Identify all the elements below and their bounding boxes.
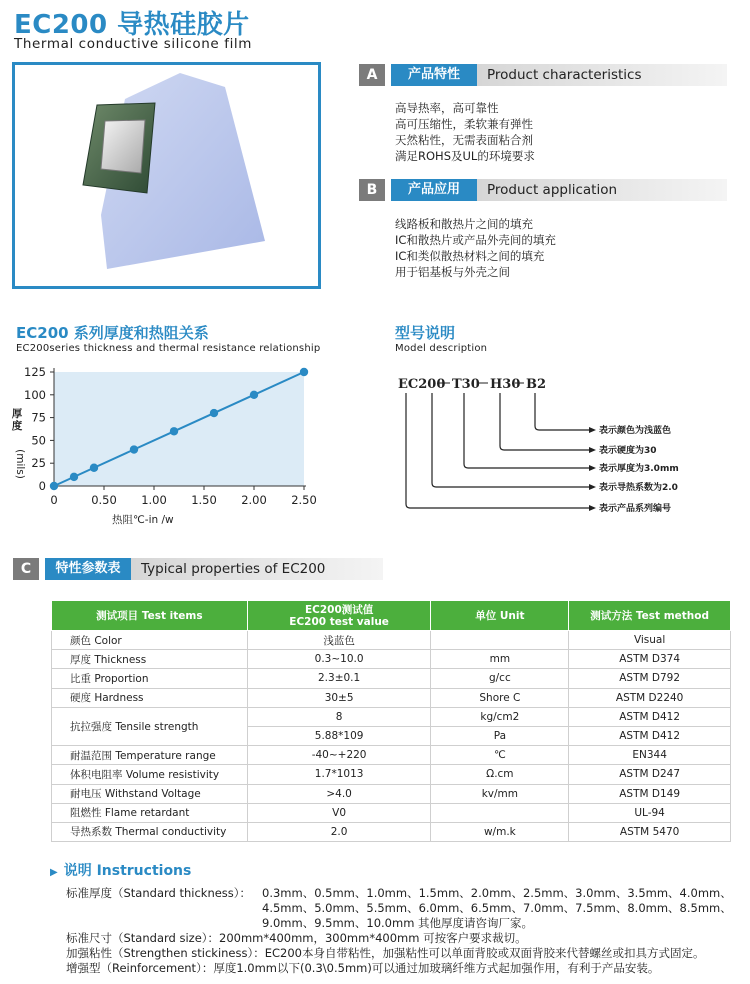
cell-unit: [431, 631, 569, 650]
y-tick-label: 50: [31, 433, 46, 448]
cell-method: ASTM D412: [569, 726, 731, 745]
cell-item: 阻燃性 Flame retardant: [52, 803, 248, 822]
connector-line: [432, 393, 589, 487]
cell-unit: w/m.k: [431, 822, 569, 841]
x-tick-label: 1.50: [191, 493, 217, 507]
header-test-value: [247, 601, 431, 631]
section-a-en-label: Product characteristics: [477, 64, 727, 86]
section-b-letter: B: [359, 179, 385, 201]
cell-unit: Pa: [431, 726, 569, 745]
instr-thickness-label: 标准厚度（Standard thickness）：: [66, 886, 252, 900]
cell-value: 1.7*1013: [247, 765, 431, 784]
cell-method: ASTM D374: [569, 650, 731, 669]
model-section-title: 型号说明: [395, 324, 456, 342]
instr-thickness-line3: 9.0mm、9.5mm、10.0mm 其他厚度请咨询厂家。: [262, 916, 534, 930]
list-item: 天然粘性，无需表面粘合剂: [395, 133, 533, 147]
instructions-title-text: 说明 Instructions: [63, 863, 192, 879]
connector-line: [500, 393, 589, 450]
cell-value: 2.3±0.1: [247, 669, 431, 688]
y-tick-label: 0: [38, 479, 46, 493]
section-c-cn-label: 特性参数表: [45, 558, 131, 580]
cell-item: 厚度 Thickness: [52, 650, 248, 669]
cell-unit: Ω.cm: [431, 765, 569, 784]
table-row: [52, 746, 731, 765]
list-item: 高可压缩性，柔软兼有弹性: [395, 117, 533, 131]
y-tick-label: 125: [24, 365, 46, 379]
list-item: 高导热率，高可靠性: [395, 101, 499, 115]
model-description-diagram: [392, 368, 712, 518]
cell-unit: Shore C: [431, 688, 569, 707]
cell-item: 颜色 Color: [52, 631, 248, 650]
table-row: [52, 669, 731, 688]
list-item: 用于铝基板与外壳之间: [395, 265, 510, 279]
table-header-row: [52, 601, 731, 631]
section-b-cn-label: 产品应用: [391, 179, 477, 201]
cell-value: 30±5: [247, 688, 431, 707]
section-c-en-label: Typical properties of EC200: [131, 558, 383, 580]
cell-unit: ℃: [431, 746, 569, 765]
x-tick-label: 2.50: [291, 493, 317, 507]
cell-method: UL-94: [569, 803, 731, 822]
model-code-series: EC200: [398, 377, 446, 392]
instr-thickness-line1: 0.3mm、0.5mm、1.0mm、1.5mm、2.0mm、2.5mm、3.0mm、3.5mm、4.0mm、: [262, 886, 732, 900]
section-c-header: [13, 558, 383, 580]
chart-section-title: EC200 系列厚度和热阻关系: [16, 324, 209, 342]
cell-value: 0.3~10.0: [247, 650, 431, 669]
section-b-list: [395, 216, 556, 280]
x-tick-label: 2.00: [241, 493, 267, 507]
cell-item: 耐温范围 Temperature range: [52, 746, 248, 765]
cell-unit: [431, 803, 569, 822]
page-subtitle: Thermal conductive silicone film: [14, 36, 253, 52]
cell-item: 体积电阻率 Volume resistivity: [52, 765, 248, 784]
instructions-title: [50, 860, 191, 880]
header-test-items: 测试项目 Test items: [52, 601, 248, 631]
table-row: [52, 707, 731, 726]
cell-method: ASTM D149: [569, 784, 731, 803]
arrow-icon: [589, 505, 596, 511]
cell-method: ASTM D412: [569, 707, 731, 726]
connector-line: [535, 393, 589, 430]
product-photo-illustration: [15, 65, 318, 286]
y-axis-label-unit: (mils): [14, 449, 26, 479]
cell-method: ASTM D247: [569, 765, 731, 784]
model-desc-hardness: 表示硬度为30: [599, 446, 657, 456]
y-tick-label: 25: [31, 456, 46, 471]
header-unit: 单位 Unit: [431, 601, 569, 631]
triangle-icon: ▶: [50, 867, 58, 878]
page-title: EC200 导热硅胶片: [14, 10, 250, 40]
instr-reinforcement: 增强型（Reinforcement）：厚度1.0mm以下(0.3\0.5mm)可以通过加玻璃纤维方式起加强作用，有利于产品安装。: [66, 961, 660, 975]
section-a-list: [395, 100, 535, 164]
section-b-en-label: Product application: [477, 179, 727, 201]
table-row: [52, 631, 731, 650]
arrow-icon: [589, 427, 596, 433]
model-code-color: B2: [526, 377, 547, 392]
cell-value: 浅蓝色: [247, 631, 431, 650]
cell-item: 硬度 Hardness: [52, 688, 248, 707]
cell-method: ASTM D2240: [569, 688, 731, 707]
table-row: [52, 822, 731, 841]
cell-unit: kv/mm: [431, 784, 569, 803]
cell-value: 2.0: [247, 822, 431, 841]
x-tick-label: 0.50: [91, 493, 117, 507]
model-diagram-svg: [392, 368, 712, 518]
cell-method: ASTM 5470: [569, 822, 731, 841]
cell-method: Visual: [569, 631, 731, 650]
arrow-icon: [589, 465, 596, 471]
model-code-hardness: H30: [490, 377, 521, 392]
y-tick-label: 100: [24, 387, 46, 402]
x-axis-label: 热阻℃-in /w: [112, 514, 174, 526]
header-test-value-cn: EC200测试值: [304, 603, 374, 616]
list-item: IC和类似散热材料之间的填充: [395, 249, 545, 263]
cell-unit: g/cc: [431, 669, 569, 688]
table-row: [52, 765, 731, 784]
thickness-resistance-chart: [0, 358, 340, 538]
cell-unit: mm: [431, 650, 569, 669]
data-point: [300, 368, 308, 376]
y-axis-label: [12, 407, 26, 479]
data-point: [130, 445, 138, 453]
table-row: [52, 688, 731, 707]
cell-item: 导热系数 Thermal conductivity: [52, 822, 248, 841]
model-desc-thickness: 表示厚度为3.0mm: [599, 464, 679, 474]
properties-table: [51, 600, 731, 842]
cell-item: 耐电压 Withstand Voltage: [52, 784, 248, 803]
table-row: [52, 803, 731, 822]
section-a-cn-label: 产品特性: [391, 64, 477, 86]
cell-method: EN344: [569, 746, 731, 765]
list-item: 满足ROHS及UL的环境要求: [395, 149, 535, 163]
model-section-subtitle: Model description: [395, 343, 488, 354]
cell-value: 8: [247, 707, 431, 726]
section-b-header: [359, 179, 727, 201]
cell-value: V0: [247, 803, 431, 822]
product-photo: [12, 62, 321, 289]
list-item: 线路板和散热片之间的填充: [395, 217, 533, 231]
arrow-icon: [589, 484, 596, 490]
instr-thickness-line2: 4.5mm、5.0mm、5.5mm、6.0mm、6.5mm、7.0mm、7.5mm、8.0mm、8.5mm、: [262, 901, 732, 915]
section-a-letter: A: [359, 64, 385, 86]
cell-item: 比重 Proportion: [52, 669, 248, 688]
arrow-icon: [589, 447, 596, 453]
table-row: [52, 650, 731, 669]
chart-section-subtitle: EC200series thickness and thermal resistance relationship: [16, 343, 321, 354]
header-test-method: 测试方法 Test method: [569, 601, 731, 631]
data-point: [250, 391, 258, 399]
data-point: [50, 482, 58, 490]
x-tick-label: 1.00: [141, 493, 167, 507]
data-point: [90, 464, 98, 472]
section-a-header: [359, 64, 727, 86]
model-code-thickness: T30: [452, 377, 480, 392]
data-point: [70, 473, 78, 481]
instr-stickiness: 加强粘性（Strengthen stickiness）：EC200本身自带粘性，加强粘性可以单面背胶或双面背胶来代替螺丝或扣具方式固定。: [66, 946, 705, 960]
cell-method: ASTM D792: [569, 669, 731, 688]
y-tick-label: 75: [31, 410, 46, 425]
x-tick-label: 0: [50, 493, 58, 507]
cell-value: 5.88*109: [247, 726, 431, 745]
data-point: [170, 427, 178, 435]
cell-item: 抗拉强度 Tensile strength: [52, 707, 248, 745]
cell-value: -40~+220: [247, 746, 431, 765]
cell-value: >4.0: [247, 784, 431, 803]
data-point: [210, 409, 218, 417]
model-desc-color: 表示颜色为浅蓝色: [599, 426, 672, 436]
header-test-value-en: EC200 test value: [289, 615, 389, 628]
y-axis-label-char: 度: [11, 420, 23, 432]
y-axis-label-char: 厚: [11, 408, 23, 420]
list-item: IC和散热片或产品外壳间的填充: [395, 233, 556, 247]
instr-size: 标准尺寸（Standard size）：200mm*400mm，300mm*400mm 可按客户要求裁切。: [66, 931, 527, 945]
cell-unit: kg/cm2: [431, 707, 569, 726]
section-c-letter: C: [13, 558, 39, 580]
chart-svg: [0, 358, 340, 538]
model-desc-series: 表示产品系列编号: [599, 504, 672, 514]
model-desc-conductivity: 表示导热系数为2.0: [599, 483, 678, 493]
table-row: [52, 784, 731, 803]
